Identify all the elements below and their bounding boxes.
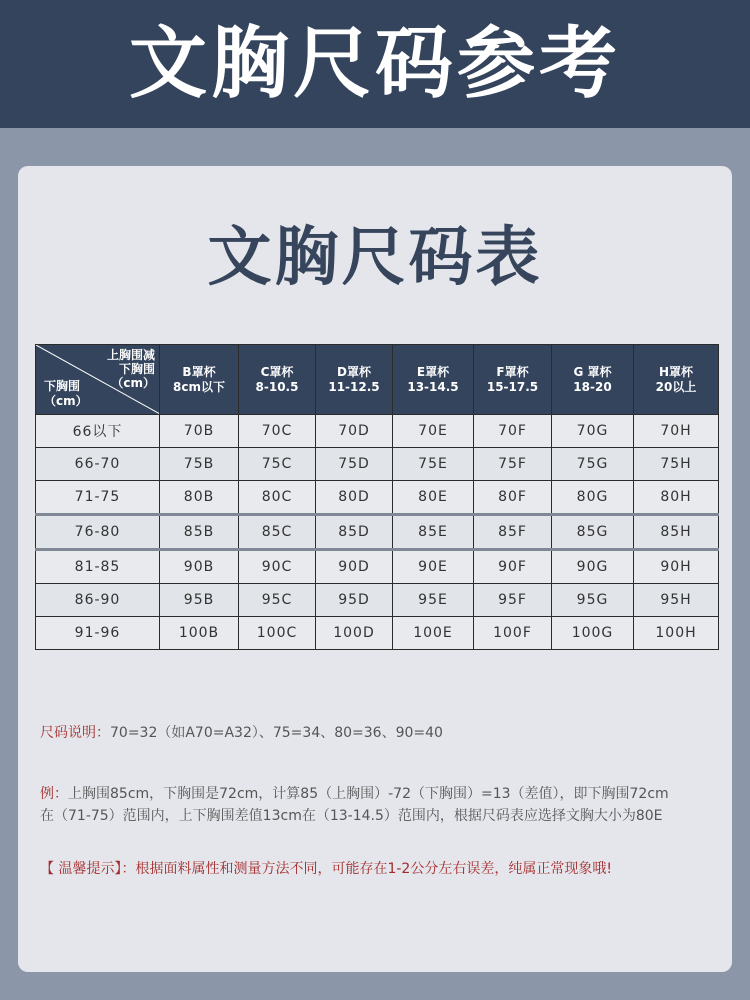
cup-name: C罩杯 bbox=[260, 364, 294, 379]
size-cell: 70E bbox=[393, 415, 474, 448]
size-cell: 80E bbox=[393, 481, 474, 515]
size-card bbox=[18, 166, 732, 972]
size-cell: 95E bbox=[393, 584, 474, 617]
cup-name: D罩杯 bbox=[337, 364, 371, 379]
size-cell: 85C bbox=[239, 515, 316, 550]
size-explanation-label: 尺码说明： bbox=[40, 725, 110, 741]
size-cell: 85E bbox=[393, 515, 474, 550]
size-cell: 80G bbox=[552, 481, 634, 515]
table-row bbox=[36, 415, 719, 448]
size-cell: 70B bbox=[160, 415, 239, 448]
underbust-range-cell: 71-75 bbox=[36, 481, 160, 515]
size-cell: 100G bbox=[552, 617, 634, 650]
underbust-range-cell: 86-90 bbox=[36, 584, 160, 617]
cup-range: 8cm以下 bbox=[173, 379, 225, 394]
size-cell: 90C bbox=[239, 550, 316, 584]
size-cell: 90G bbox=[552, 550, 634, 584]
cup-header-cell bbox=[239, 345, 316, 415]
cup-header-cell bbox=[634, 345, 719, 415]
table-row bbox=[36, 448, 719, 481]
top-banner bbox=[0, 0, 750, 128]
size-cell: 80C bbox=[239, 481, 316, 515]
size-cell: 75C bbox=[239, 448, 316, 481]
table-row bbox=[36, 584, 719, 617]
example-note bbox=[40, 783, 730, 827]
size-cell: 85B bbox=[160, 515, 239, 550]
warm-tip: 【 温馨提示】：根据面料属性和测量方法不同，可能存在1-2公分左右误差，纯属正常现象哦! bbox=[40, 861, 612, 877]
banner-title: 文胸尺码参考 bbox=[128, 19, 621, 109]
size-cell: 75B bbox=[160, 448, 239, 481]
corner-bottom-label bbox=[44, 379, 88, 409]
cup-range: 20以上 bbox=[655, 379, 697, 394]
size-cell: 75F bbox=[474, 448, 552, 481]
size-cell: 70F bbox=[474, 415, 552, 448]
example-label: 例： bbox=[40, 786, 68, 802]
table-header-row bbox=[36, 345, 719, 415]
size-cell: 75G bbox=[552, 448, 634, 481]
cup-header-cell bbox=[552, 345, 634, 415]
size-cell: 70D bbox=[316, 415, 393, 448]
corner-top-line: 下胸围 bbox=[118, 362, 155, 376]
size-cell: 100H bbox=[634, 617, 719, 650]
underbust-range-cell: 91-96 bbox=[36, 617, 160, 650]
corner-bottom-line: （cm） bbox=[44, 394, 88, 408]
size-cell: 90D bbox=[316, 550, 393, 584]
cup-name: F罩杯 bbox=[496, 364, 529, 379]
size-explanation-text: 70=32（如A70=A32）、75=34、80=36、90=40 bbox=[110, 725, 443, 741]
size-cell: 95D bbox=[316, 584, 393, 617]
size-cell: 90E bbox=[393, 550, 474, 584]
corner-top-label bbox=[107, 348, 155, 390]
size-cell: 90B bbox=[160, 550, 239, 584]
size-cell: 80F bbox=[474, 481, 552, 515]
cup-header-cell bbox=[160, 345, 239, 415]
size-cell: 100E bbox=[393, 617, 474, 650]
underbust-range-cell: 81-85 bbox=[36, 550, 160, 584]
size-cell: 100B bbox=[160, 617, 239, 650]
cup-header-cell bbox=[316, 345, 393, 415]
size-cell: 90F bbox=[474, 550, 552, 584]
size-cell: 75E bbox=[393, 448, 474, 481]
size-cell: 80H bbox=[634, 481, 719, 515]
size-cell: 85F bbox=[474, 515, 552, 550]
cup-range: 15-17.5 bbox=[486, 379, 539, 394]
size-cell: 75H bbox=[634, 448, 719, 481]
size-cell: 95B bbox=[160, 584, 239, 617]
size-cell: 100D bbox=[316, 617, 393, 650]
size-cell: 80D bbox=[316, 481, 393, 515]
corner-top-line: （cm） bbox=[111, 376, 155, 390]
cup-range: 8-10.5 bbox=[255, 379, 299, 394]
table-row bbox=[36, 515, 719, 550]
size-cell: 100C bbox=[239, 617, 316, 650]
cup-range: 13-14.5 bbox=[407, 379, 459, 394]
table-body bbox=[36, 415, 719, 650]
example-line-2: 在（71-75）范围内，上下胸围差值13cm在（13-14.5）范围内，根据尺码表应选择文胸大小为80E bbox=[40, 808, 663, 824]
corner-top-line: 上胸围减 bbox=[106, 348, 155, 362]
size-cell: 75D bbox=[316, 448, 393, 481]
size-cell: 70C bbox=[239, 415, 316, 448]
cup-name: E罩杯 bbox=[416, 364, 450, 379]
size-cell: 95C bbox=[239, 584, 316, 617]
size-cell: 95F bbox=[474, 584, 552, 617]
cup-name: H罩杯 bbox=[658, 364, 694, 379]
cup-name: B罩杯 bbox=[182, 364, 216, 379]
size-cell: 85G bbox=[552, 515, 634, 550]
size-cell: 70G bbox=[552, 415, 634, 448]
underbust-range-cell: 66-70 bbox=[36, 448, 160, 481]
size-explanation bbox=[40, 722, 443, 744]
cup-name: G 罩杯 bbox=[573, 364, 612, 379]
underbust-range-cell: 76-80 bbox=[36, 515, 160, 550]
size-cell: 70H bbox=[634, 415, 719, 448]
corner-bottom-line: 下胸围 bbox=[44, 379, 81, 393]
example-line-1: 上胸围85cm，下胸围是72cm，计算85（上胸围）-72（下胸围）=13（差值），即下胸围72cm bbox=[68, 786, 669, 802]
size-cell: 95G bbox=[552, 584, 634, 617]
size-cell: 90H bbox=[634, 550, 719, 584]
table-row bbox=[36, 617, 719, 650]
cup-range: 11-12.5 bbox=[328, 379, 380, 394]
cup-header-cell bbox=[474, 345, 552, 415]
size-cell: 100F bbox=[474, 617, 552, 650]
size-table-title: 文胸尺码表 bbox=[207, 221, 543, 295]
table-row bbox=[36, 550, 719, 584]
table-row bbox=[36, 481, 719, 515]
size-cell: 85H bbox=[634, 515, 719, 550]
size-cell: 80B bbox=[160, 481, 239, 515]
underbust-range-cell: 66以下 bbox=[36, 415, 160, 448]
size-cell: 95H bbox=[634, 584, 719, 617]
cup-range: 18-20 bbox=[573, 379, 612, 394]
size-table bbox=[35, 344, 719, 650]
cup-header-cell bbox=[393, 345, 474, 415]
corner-header-cell bbox=[36, 345, 160, 415]
size-cell: 85D bbox=[316, 515, 393, 550]
